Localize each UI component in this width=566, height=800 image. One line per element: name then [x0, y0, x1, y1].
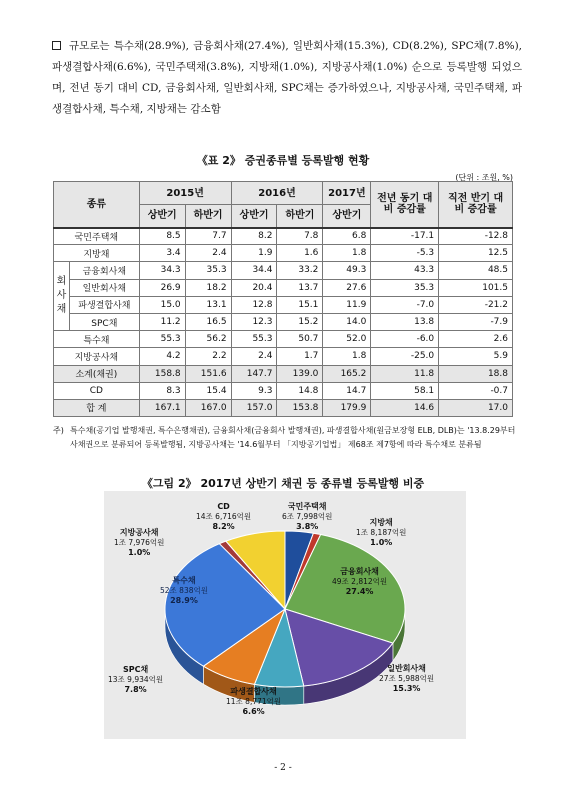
- header-2017: 2017년: [323, 182, 371, 205]
- group-label-company-bonds: [54, 262, 70, 331]
- footnote-text: 특수채(공기업 발행채권, 특수은행채권), 금융회사채(금융회사 발행채권), 파생결합사채(원금보장형 ELB, DLB)는 '13.8.29부터 사채권으로 분류되어 등록발행됨, 지방공사채는 '14.6월부터 「지방공기업법」 제68조 제7항에 따라 특수채로 분류됨: [70, 426, 516, 449]
- cell: 33.2: [277, 262, 323, 279]
- header-2016: 2016년: [231, 182, 323, 205]
- table-row: [54, 228, 513, 245]
- cell: 8.2: [231, 228, 277, 245]
- cell: 167.0: [185, 399, 231, 416]
- label-slice-0: [282, 502, 332, 532]
- slice-amount: 1조 8,187억원: [356, 528, 407, 537]
- row-name: 합 계: [54, 399, 140, 416]
- table-row-subtotal: [54, 365, 513, 382]
- cell: 153.8: [277, 399, 323, 416]
- cell: 11.9: [323, 296, 371, 313]
- slice-name: 지방공사채: [119, 528, 159, 537]
- cell: 2.4: [231, 348, 277, 365]
- cell: 14.7: [323, 382, 371, 399]
- slice-percent: 7.8%: [124, 685, 147, 694]
- cell: 165.2: [323, 365, 371, 382]
- header-hoh: 직전 반기 대비 증감률: [439, 182, 513, 228]
- cell: 12.8: [231, 296, 277, 313]
- cell: 12.3: [231, 313, 277, 330]
- cell: 3.4: [139, 245, 185, 262]
- label-slice-3: [379, 664, 434, 694]
- cell: -12.8: [439, 228, 513, 245]
- header-2016-h1: 상반기: [231, 205, 277, 228]
- slice-percent: 28.9%: [170, 596, 198, 605]
- summary-text: 규모로는 특수채(28.9%), 금융회사채(27.4%), 일반회사채(15.3%), CD(8.2%), SPC채(7.8%), 파생결합사채(6.6%), 국민주택채(3.8%), 지방채(1.0%), 지방공사채(1.0%) 순으로 등록발행 되었으며, 전년 동기 대비 CD, 금융회사채, 일반회사채, SPC채는 증가하였으나, 지방공사채, 국민주택채, 파생결합사채, 특수채, 지방채는 감소함: [52, 40, 522, 115]
- group-label-text: 회사채: [56, 276, 67, 316]
- cell: -0.7: [439, 382, 513, 399]
- slice-name: 국민주택채: [287, 502, 327, 511]
- table-row: [54, 279, 513, 296]
- header-2015-h1: 상반기: [139, 205, 185, 228]
- cell: 11.2: [139, 313, 185, 330]
- row-name: 금융회사채: [69, 262, 139, 279]
- footnote-mark: 주): [53, 426, 64, 435]
- slice-percent: 8.2%: [212, 522, 235, 531]
- cell: 13.1: [185, 296, 231, 313]
- slice-amount: 27조 5,988억원: [379, 674, 435, 683]
- table-row: [54, 331, 513, 348]
- cell: -21.2: [439, 296, 513, 313]
- row-name: 파생결합사채: [69, 296, 139, 313]
- slice-amount: 49조 2,812억원: [332, 577, 388, 586]
- slice-name: 특수채: [172, 576, 196, 585]
- slice-percent: 27.4%: [345, 587, 374, 596]
- cell: 8.3: [139, 382, 185, 399]
- cell: 20.4: [231, 279, 277, 296]
- slice-amount: 1조 7,976억원: [114, 538, 165, 547]
- cell: 58.1: [371, 382, 439, 399]
- cell: 8.5: [139, 228, 185, 245]
- cell: 55.3: [231, 331, 277, 348]
- cell: -5.3: [371, 245, 439, 262]
- cell: 15.4: [185, 382, 231, 399]
- cell: 6.8: [323, 228, 371, 245]
- header-2016-h2: 하반기: [277, 205, 323, 228]
- slice-name: 파생결합사채: [230, 687, 277, 696]
- cell: 14.8: [277, 382, 323, 399]
- table-row: [54, 262, 513, 279]
- slice-percent: 3.8%: [296, 522, 319, 531]
- header-kind: 종류: [54, 182, 140, 228]
- cell: 34.4: [231, 262, 277, 279]
- slice-percent: 6.6%: [242, 707, 265, 716]
- row-name: 특수채: [54, 331, 140, 348]
- row-name: 지방채: [54, 245, 140, 262]
- table-title: 《표 2》 증권종류별 등록발행 현황: [196, 154, 370, 167]
- slice-amount: 13조 9,934억원: [108, 675, 164, 684]
- cell: 1.8: [323, 245, 371, 262]
- cell: 15.1: [277, 296, 323, 313]
- slice-name: CD: [217, 502, 230, 511]
- cell: 43.3: [371, 262, 439, 279]
- cell: 49.3: [323, 262, 371, 279]
- empty-square-icon: [52, 41, 61, 50]
- cell: 18.8: [439, 365, 513, 382]
- row-name: 국민주택채: [54, 228, 140, 245]
- figure-title: 《그림 2》 2017년 상반기 채권 등 종류별 등록발행 비중: [141, 477, 425, 490]
- cell: -25.0: [371, 348, 439, 365]
- cell: -7.0: [371, 296, 439, 313]
- header-yoy: 전년 동기 대비 증감률: [371, 182, 439, 228]
- cell: 27.6: [323, 279, 371, 296]
- table-row: [54, 382, 513, 399]
- cell: 101.5: [439, 279, 513, 296]
- cell: 157.0: [231, 399, 277, 416]
- cell: 34.3: [139, 262, 185, 279]
- cell: 139.0: [277, 365, 323, 382]
- table-row-total: [54, 399, 513, 416]
- label-slice-4: [226, 687, 281, 717]
- cell: 52.0: [323, 331, 371, 348]
- cell: 13.8: [371, 313, 439, 330]
- cell: 7.8: [277, 228, 323, 245]
- cell: 2.4: [185, 245, 231, 262]
- cell: 35.3: [371, 279, 439, 296]
- header-2015-h2: 하반기: [185, 205, 231, 228]
- table-row: [54, 245, 513, 262]
- slice-percent: 15.3%: [392, 684, 421, 693]
- cell: 16.5: [185, 313, 231, 330]
- cell: 158.8: [139, 365, 185, 382]
- page-number: - 2 -: [274, 763, 292, 773]
- table-row: [54, 313, 513, 330]
- slice-name: SPC채: [122, 665, 149, 674]
- table-unit: (단위 : 조원, %): [455, 173, 513, 182]
- cell: 18.2: [185, 279, 231, 296]
- cell: 167.1: [139, 399, 185, 416]
- slice-name: 금융회사채: [340, 567, 379, 576]
- slice-amount: 14조 6,716억원: [196, 512, 252, 521]
- table-row: [54, 348, 513, 365]
- row-name: 소계(채권): [54, 365, 140, 382]
- label-slice-6: [160, 576, 208, 606]
- cell: 9.3: [231, 382, 277, 399]
- cell: -6.0: [371, 331, 439, 348]
- cell: 5.9: [439, 348, 513, 365]
- row-name: SPC채: [69, 313, 139, 330]
- cell: 2.6: [439, 331, 513, 348]
- cell: 56.2: [185, 331, 231, 348]
- cell: 179.9: [323, 399, 371, 416]
- cell: 35.3: [185, 262, 231, 279]
- cell: 1.7: [277, 348, 323, 365]
- cell: 1.6: [277, 245, 323, 262]
- cell: 14.0: [323, 313, 371, 330]
- cell: 13.7: [277, 279, 323, 296]
- cell: 15.2: [277, 313, 323, 330]
- cell: 4.2: [139, 348, 185, 365]
- label-slice-8: [196, 502, 251, 532]
- cell: 50.7: [277, 331, 323, 348]
- cell: 55.3: [139, 331, 185, 348]
- summary-paragraph: [52, 36, 522, 120]
- pie-chart: [104, 491, 466, 739]
- cell: 1.9: [231, 245, 277, 262]
- cell: -7.9: [439, 313, 513, 330]
- cell: 26.9: [139, 279, 185, 296]
- cell: 2.2: [185, 348, 231, 365]
- slice-percent: 1.0%: [370, 538, 393, 547]
- table-row: [54, 296, 513, 313]
- cell: 151.6: [185, 365, 231, 382]
- cell: 7.7: [185, 228, 231, 245]
- cell: 1.8: [323, 348, 371, 365]
- slice-amount: 11조 8,771억원: [226, 697, 282, 706]
- cell: -17.1: [371, 228, 439, 245]
- slice-amount: 6조 7,998억원: [282, 512, 333, 521]
- label-slice-7: [114, 528, 164, 558]
- header-2017-h1: 상반기: [323, 205, 371, 228]
- cell: 11.8: [371, 365, 439, 382]
- label-slice-2: [332, 567, 387, 597]
- cell: 15.0: [139, 296, 185, 313]
- row-name: 일반회사채: [69, 279, 139, 296]
- cell: 147.7: [231, 365, 277, 382]
- label-slice-5: [108, 665, 163, 695]
- slice-name: 지방채: [369, 518, 393, 527]
- row-name: 지방공사채: [54, 348, 140, 365]
- row-name: CD: [54, 382, 140, 399]
- slice-name: 일반회사채: [387, 664, 426, 673]
- issuance-table: [53, 181, 513, 417]
- slice-amount: 52조 838억원: [160, 586, 208, 595]
- table-footnote: [53, 424, 523, 451]
- label-slice-1: [356, 518, 406, 548]
- cell: 14.6: [371, 399, 439, 416]
- cell: 48.5: [439, 262, 513, 279]
- slice-percent: 1.0%: [128, 548, 151, 557]
- cell: 12.5: [439, 245, 513, 262]
- header-2015: 2015년: [139, 182, 231, 205]
- cell: 17.0: [439, 399, 513, 416]
